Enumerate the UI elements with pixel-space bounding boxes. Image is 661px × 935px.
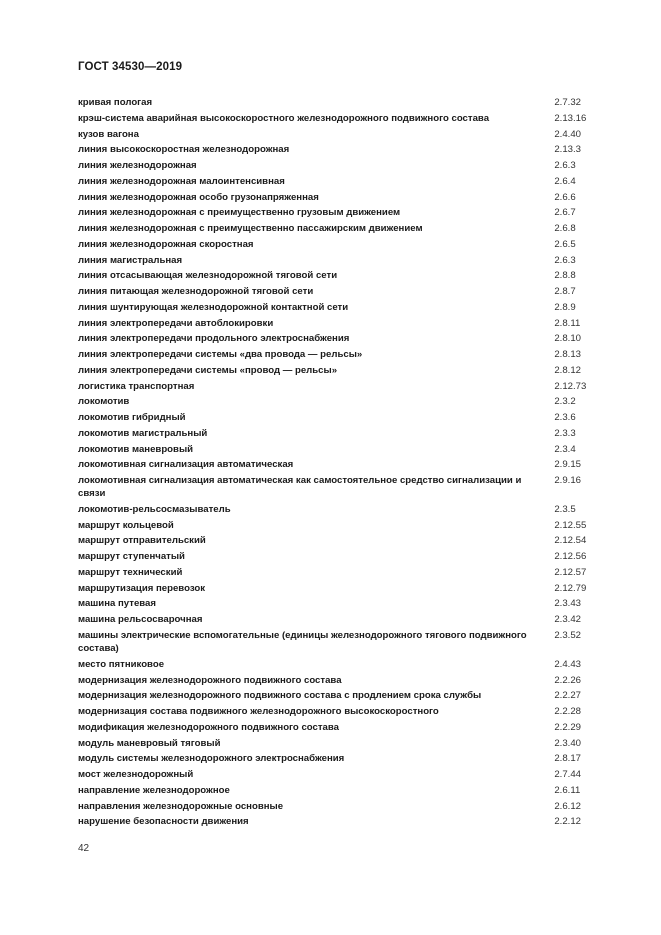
index-term: машина путевая <box>78 598 156 610</box>
index-entry <box>78 582 598 595</box>
index-term: локомотив-рельсосмазыватель <box>78 503 231 515</box>
index-reference: 2.7.44 <box>554 769 582 781</box>
index-entry <box>78 317 598 330</box>
index-term: локомотивная сигнализация автоматическая как самостоятельное средство сигнализации и связи <box>78 475 522 500</box>
index-reference: 2.8.13 <box>554 349 582 360</box>
index-reference: 2.2.26 <box>554 674 582 686</box>
index-term: маршрут отправительский <box>78 535 206 547</box>
index-entry <box>78 629 598 655</box>
index-entry <box>78 800 598 813</box>
index-term: линия шунтирующая железнодорожной контактной сети <box>78 301 349 313</box>
index-term: место пятниковое <box>78 658 165 670</box>
index-reference: 2.12.57 <box>554 566 587 578</box>
index-entry <box>78 364 598 377</box>
index-entry <box>78 566 598 579</box>
index-term: линия железнодорожная малоинтенсивная <box>78 175 285 187</box>
index-term: линия электропередачи системы «два провода — рельсы» <box>78 349 363 360</box>
index-reference: 2.2.12 <box>554 816 582 828</box>
index-reference: 2.3.5 <box>554 503 576 515</box>
index-term: модификация железнодорожного подвижного состава <box>78 721 339 733</box>
index-entry <box>78 768 598 781</box>
index-term: крэш-система аварийная высокоскоростного железнодорожного подвижного состава <box>78 112 490 124</box>
index-entry <box>78 301 598 314</box>
index-term: линия электропередачи автоблокировки <box>78 317 274 329</box>
index-entry <box>78 96 598 109</box>
index-entry <box>78 112 598 125</box>
index-term: модернизация железнодорожного подвижного состава с продлением срока службы <box>78 690 482 702</box>
index-entry <box>78 380 598 393</box>
term-index <box>78 96 598 831</box>
index-entry <box>78 175 598 188</box>
index-entry <box>78 519 598 532</box>
index-reference: 2.6.12 <box>554 800 582 812</box>
index-reference: 2.6.8 <box>554 223 576 234</box>
index-reference: 2.6.7 <box>554 207 576 219</box>
index-reference: 2.12.55 <box>554 519 587 531</box>
index-reference: 2.6.6 <box>554 191 576 203</box>
index-entry <box>78 784 598 797</box>
index-term: линия железнодорожная особо грузонапряженная <box>78 191 319 203</box>
index-reference: 2.9.16 <box>554 475 582 486</box>
index-term: направления железнодорожные основные <box>78 800 284 812</box>
index-entry <box>78 597 598 610</box>
index-entry <box>78 269 598 282</box>
index-reference: 2.6.11 <box>554 784 581 796</box>
index-reference: 2.13.3 <box>554 144 582 156</box>
index-term: локомотив маневровый <box>78 443 194 455</box>
index-reference: 2.8.9 <box>554 301 576 313</box>
index-entry <box>78 458 598 471</box>
index-reference: 2.6.3 <box>554 160 576 171</box>
index-term: линия питающая железнодорожной тяговой сети <box>78 286 314 297</box>
index-entry <box>78 550 598 563</box>
index-entry <box>78 443 598 456</box>
index-entry <box>78 613 598 626</box>
index-term: машина рельсосварочная <box>78 614 203 626</box>
index-entry <box>78 191 598 204</box>
index-term: локомотив гибридный <box>78 412 186 423</box>
page-number: 42 <box>78 843 90 854</box>
index-reference: 2.8.11 <box>554 317 581 329</box>
index-entry <box>78 427 598 440</box>
index-entry <box>78 222 598 235</box>
index-term: кузов вагона <box>78 128 139 140</box>
index-term: линия отсасывающая железнодорожной тяговой сети <box>78 270 338 282</box>
index-term: линия магистральная <box>78 254 183 266</box>
index-term: линия железнодорожная с преимущественно пассажирским движением <box>78 223 423 234</box>
index-term: логистика транспортная <box>78 380 195 392</box>
index-reference: 2.8.12 <box>554 364 582 376</box>
index-reference: 2.2.28 <box>554 706 582 718</box>
index-entry <box>78 411 598 424</box>
index-term: модуль маневровый тяговый <box>78 737 221 749</box>
index-term: локомотивная сигнализация автоматическая <box>78 459 294 471</box>
index-term: линия железнодорожная с преимущественно грузовым движением <box>78 207 401 219</box>
index-entry <box>78 348 598 361</box>
index-reference: 2.3.43 <box>554 598 582 610</box>
index-reference: 2.3.4 <box>554 443 576 455</box>
index-reference: 2.7.32 <box>554 97 582 108</box>
index-reference: 2.3.42 <box>554 614 582 626</box>
index-entry <box>78 674 598 687</box>
index-reference: 2.2.29 <box>554 721 582 733</box>
index-reference: 2.3.2 <box>554 396 576 408</box>
index-term: машины электрические вспомогательные (единицы железнодорожного тягового подвижного состава) <box>78 629 527 655</box>
index-reference: 2.6.3 <box>554 254 576 266</box>
index-entry <box>78 503 598 516</box>
index-reference: 2.12.73 <box>554 380 587 392</box>
index-entry <box>78 721 598 734</box>
index-term: модуль системы железнодорожного электроснабжения <box>78 753 345 765</box>
index-reference: 2.13.16 <box>554 112 587 124</box>
index-reference: 2.2.27 <box>554 690 582 702</box>
index-entry <box>78 332 598 345</box>
index-term: модернизация состава подвижного железнодорожного высокоскоростного <box>78 706 439 718</box>
index-term: локомотив <box>78 396 130 408</box>
index-term: линия железнодорожная скоростная <box>78 238 254 250</box>
index-reference: 2.4.40 <box>554 128 582 140</box>
index-entry <box>78 159 598 172</box>
index-term: маршрут технический <box>78 566 183 578</box>
index-entry <box>78 143 598 156</box>
index-term: линия электропередачи системы «провод — рельсы» <box>78 364 338 376</box>
index-reference: 2.3.40 <box>554 737 582 749</box>
document-header: ГОСТ 34530—2019 <box>78 61 183 73</box>
index-term: линия железнодорожная <box>78 160 197 171</box>
index-reference: 2.8.7 <box>554 286 576 297</box>
index-reference: 2.12.79 <box>554 582 587 594</box>
index-term: линия электропередачи продольного электроснабжения <box>78 333 350 345</box>
index-term: модернизация железнодорожного подвижного состава <box>78 674 342 686</box>
index-term: направление железнодорожное <box>78 784 230 796</box>
index-entry <box>78 206 598 219</box>
index-entry <box>78 254 598 267</box>
index-term: мост железнодорожный <box>78 769 194 781</box>
index-entry <box>78 128 598 141</box>
index-entry <box>78 705 598 718</box>
index-entry <box>78 689 598 702</box>
index-reference: 2.8.8 <box>554 270 576 282</box>
index-reference: 2.12.56 <box>554 551 587 563</box>
index-term: нарушение безопасности движения <box>78 816 249 828</box>
index-entry <box>78 737 598 750</box>
index-entry <box>78 285 598 298</box>
index-reference: 2.12.54 <box>554 535 587 547</box>
index-term: линия высокоскоростная железнодорожная <box>78 144 290 156</box>
index-entry <box>78 658 598 671</box>
index-reference: 2.6.4 <box>554 175 576 187</box>
index-reference: 2.3.52 <box>554 629 582 641</box>
index-entry <box>78 815 598 828</box>
index-reference: 2.3.6 <box>554 412 576 423</box>
index-reference: 2.8.17 <box>554 753 582 765</box>
index-reference: 2.6.5 <box>554 238 576 250</box>
index-reference: 2.3.3 <box>554 427 576 439</box>
index-entry <box>78 752 598 765</box>
index-entry <box>78 474 598 500</box>
index-reference: 2.4.43 <box>554 658 582 670</box>
index-term: кривая пологая <box>78 97 153 108</box>
index-entry <box>78 395 598 408</box>
index-entry <box>78 238 598 251</box>
index-entry <box>78 534 598 547</box>
index-reference: 2.8.10 <box>554 333 582 345</box>
index-term: маршрут кольцевой <box>78 519 174 531</box>
index-term: локомотив магистральный <box>78 427 208 439</box>
index-reference: 2.9.15 <box>554 459 582 471</box>
index-term: маршрутизация перевозок <box>78 582 206 594</box>
index-term: маршрут ступенчатый <box>78 551 185 563</box>
